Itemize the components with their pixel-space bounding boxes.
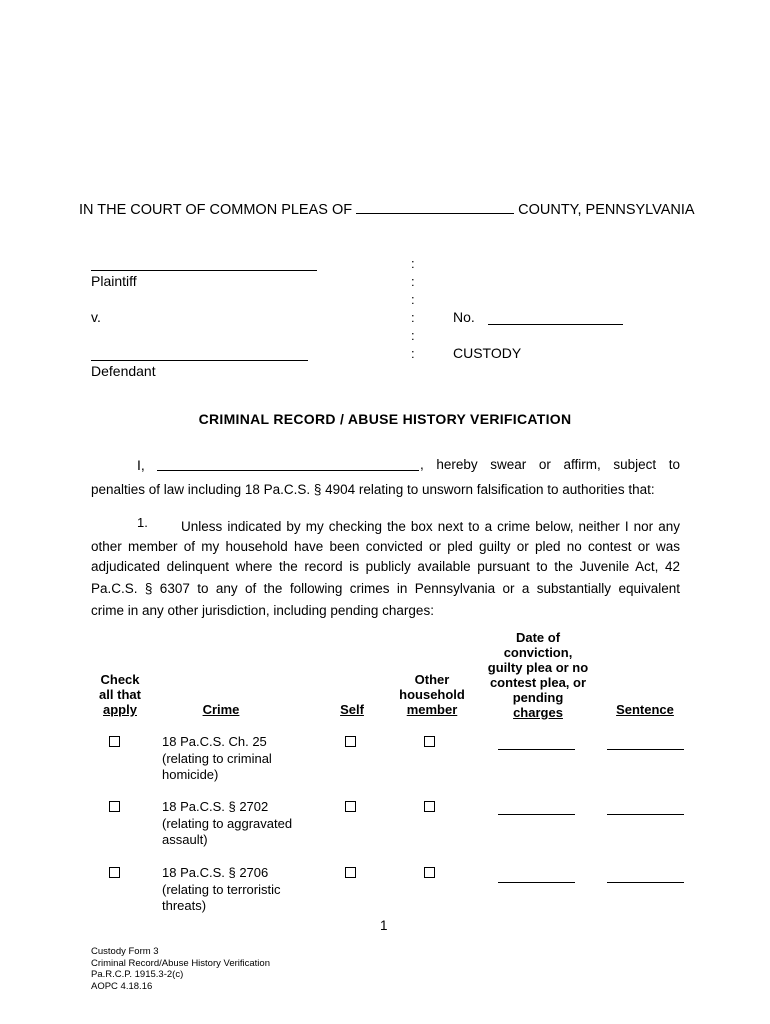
defendant-name-line[interactable] xyxy=(91,360,308,361)
court-header-suffix: COUNTY, PENNSYLVANIA xyxy=(518,202,695,218)
household-member-checkbox[interactable] xyxy=(424,801,435,812)
oath-prefix: I, xyxy=(137,457,145,473)
crime-description: 18 Pa.C.S. Ch. 25 (relating to criminal homicide) xyxy=(162,734,272,782)
caption-separator: : xyxy=(411,346,415,361)
paragraph-line: other member of my household have been convicted or pled guilty or pled no contest or was xyxy=(91,539,680,554)
row-apply-checkbox[interactable] xyxy=(109,736,120,747)
self-checkbox[interactable] xyxy=(345,867,356,878)
paragraph-line: adjudicated delinquent where the record is publicly available pursuant to the Juvenile Act, 42 xyxy=(91,559,680,574)
county-blank[interactable] xyxy=(356,201,514,214)
header-other-household: Other household member xyxy=(399,672,465,717)
case-number-line[interactable] xyxy=(488,324,623,325)
date-field[interactable] xyxy=(498,749,575,750)
caption-separator: : xyxy=(411,256,415,271)
paragraph-number: 1. xyxy=(137,515,148,530)
plaintiff-label: Plaintiff xyxy=(91,273,137,289)
paragraph-line: crime in any other jurisdiction, including pending charges: xyxy=(91,603,434,618)
versus-label: v. xyxy=(91,309,101,325)
household-member-checkbox[interactable] xyxy=(424,736,435,747)
crime-description: 18 Pa.C.S. § 2702 (relating to aggravated assault) xyxy=(162,799,293,847)
self-checkbox[interactable] xyxy=(345,801,356,812)
header-date: Date of conviction, guilty plea or no contest plea, or pending charges xyxy=(487,630,589,720)
caption-separator: : xyxy=(411,310,415,325)
date-field[interactable] xyxy=(498,814,575,815)
paragraph-line: Pa.C.S. § 6307 to any of the following crimes in Pennsylvania or a substantially equivalent xyxy=(91,581,680,596)
plaintiff-name-line[interactable] xyxy=(91,270,317,271)
header-check-all: Check all that apply xyxy=(99,672,141,717)
page-title: CRIMINAL RECORD / ABUSE HISTORY VERIFICATION xyxy=(198,411,572,427)
paragraph-line: Unless indicated by my checking the box next to a crime below, neither I nor any xyxy=(181,519,680,534)
court-header xyxy=(79,201,695,218)
affiant-name-line[interactable] xyxy=(157,470,419,471)
date-field[interactable] xyxy=(498,882,575,883)
court-header-prefix: IN THE COURT OF COMMON PLEAS OF xyxy=(79,202,353,218)
oath-line2: penalties of law including 18 Pa.C.S. § 4904 relating to unsworn falsification to authorities that: xyxy=(91,482,655,497)
household-member-checkbox[interactable] xyxy=(424,867,435,878)
sentence-field[interactable] xyxy=(607,749,684,750)
page-number: 1 xyxy=(380,918,388,933)
caption-separator: : xyxy=(411,328,415,343)
header-crime: Crime xyxy=(202,702,240,717)
header-sentence: Sentence xyxy=(616,702,674,717)
caption-separator: : xyxy=(411,292,415,307)
defendant-label: Defendant xyxy=(91,363,156,379)
header-self: Self xyxy=(340,702,364,717)
self-checkbox[interactable] xyxy=(345,736,356,747)
row-apply-checkbox[interactable] xyxy=(109,867,120,878)
sentence-field[interactable] xyxy=(607,882,684,883)
crime-description: 18 Pa.C.S. § 2706 (relating to terroristic threats) xyxy=(162,865,281,913)
caption-separator: : xyxy=(411,274,415,289)
case-number-label: No. xyxy=(453,309,475,325)
form-footer: Custody Form 3 Criminal Record/Abuse History Verification Pa.R.C.P. 1915.3-2(c) AOPC 4.18.16 xyxy=(91,946,270,992)
case-type-label: CUSTODY xyxy=(453,345,522,361)
sentence-field[interactable] xyxy=(607,814,684,815)
oath-line1-end: , hereby swear or affirm, subject to xyxy=(420,457,680,472)
row-apply-checkbox[interactable] xyxy=(109,801,120,812)
